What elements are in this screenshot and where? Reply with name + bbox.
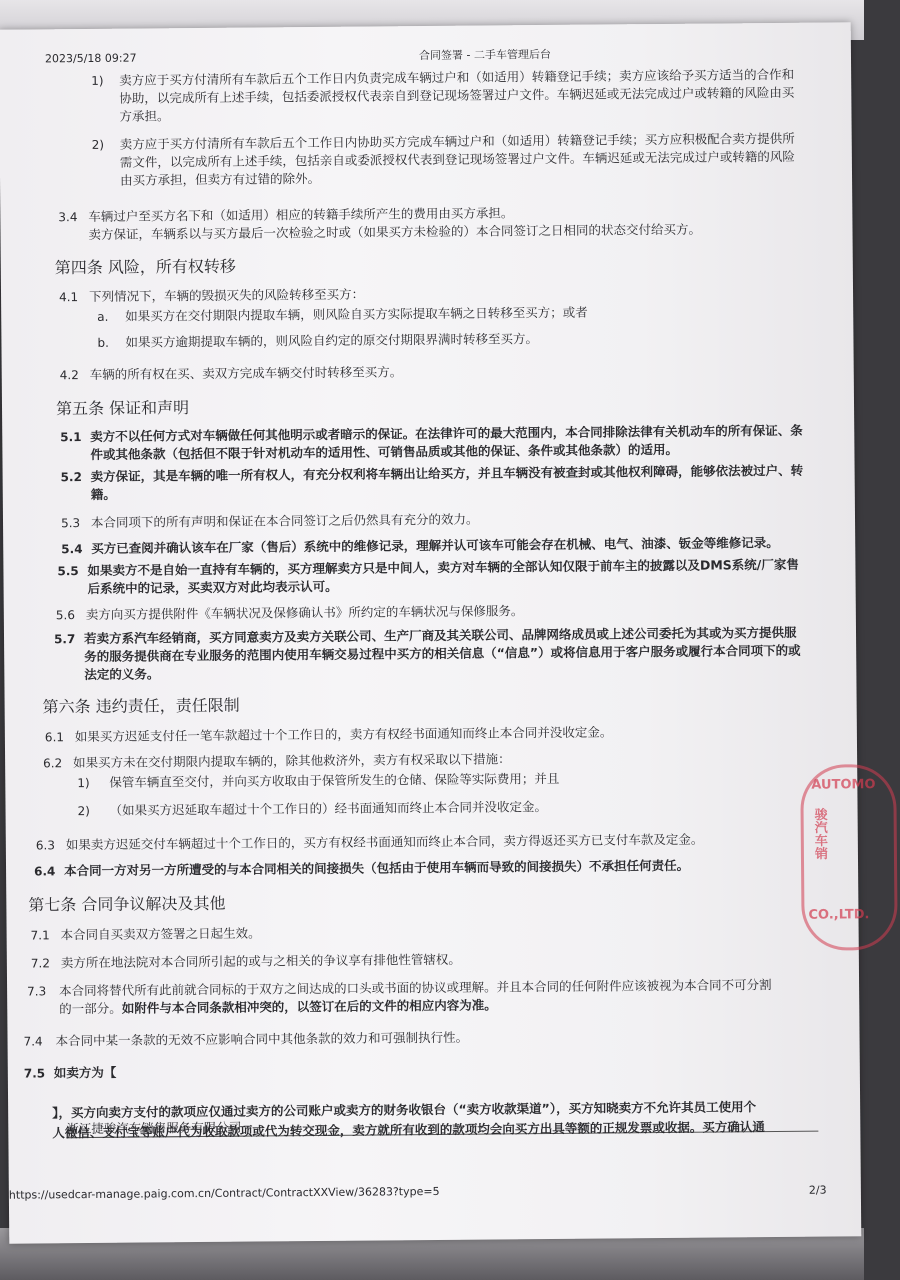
item-number: 1) <box>77 775 90 791</box>
item-number: 1) <box>91 73 104 88</box>
clause-text: 若卖方系汽车经销商，买方同意卖方及卖方关联公司、生产厂商及其关联公司、品牌网络成员或上述公司委托为其或为买方提供服 <box>83 624 797 647</box>
clause-text: 本合同自买卖双方签署之日起生效。 <box>60 925 261 943</box>
company-seal <box>800 764 898 951</box>
article-5-heading: 第五条 保证和声明 <box>55 398 190 419</box>
clause-text <box>59 997 497 1017</box>
clause-text: 如果卖方迟延交付车辆超过十个工作日的，买方有权经书面通知而终止本合同，卖方得返还买方已支付车款及定金。 <box>65 831 704 853</box>
clause-text: 如果买方迟延支付任一笔车款超过十个工作日的，卖方有权经书面通知而终止本合同并没收定金。 <box>74 724 613 745</box>
contract-page <box>0 22 876 1243</box>
clause-text: 卖方保证，车辆系以与买方最后一次检验之时或（如果买方未检验的）本合同签订之日相同的状态交付给买方。 <box>88 221 702 242</box>
clause-text: 买方已查阅并确认该车在厂家（售后）系统中的维修记录，理解并认可该车可能会存在机械、电气、油漆、钣金等维修记录。 <box>91 534 779 556</box>
clause-number: 5.5 <box>57 564 79 579</box>
clause-text-plain: 的一部分。 <box>59 1000 122 1017</box>
seal-text-bottom: CO.,LTD. <box>808 907 870 923</box>
clause-text: 件或其他条款（包括但不限于针对机动车的适用性、可销售品质或其他的保证、条件或其他条款）的适用。 <box>90 441 678 462</box>
print-title: 合同签署 - 二手车管理后台 <box>418 47 551 63</box>
clause-text: 人微信、支付宝等账户代为收取款项或代为转交现金，卖方就所有收到的款项均会向买方出具等额的正规发票或收据。买方确认通 <box>52 1119 765 1141</box>
clause-number: 7.5 <box>23 1066 46 1081</box>
print-datetime: 2023/5/18 09:27 <box>44 51 137 66</box>
clause-text: 需文件，以完成所有上述手续，包括亲自或委派授权代表到登记现场签署过户文件。车辆迟延或无法完成过户或转籍的风险 <box>119 148 795 170</box>
seal-text-right: 骏汽车销 <box>811 807 827 860</box>
article-6-heading: 第六条 违约责任，责任限制 <box>42 695 240 717</box>
article-4-heading: 第四条 风险，所有权转移 <box>54 256 236 278</box>
clause-text: 务的服务提供商在专业服务的范围内使用车辆交易过程中买方的相关信息（“信息”）或将信息用于客户服务或履行本合同项下的或 <box>84 642 801 665</box>
clause-label: 如卖方为【 <box>53 1064 117 1081</box>
clause-text: 籍。 <box>90 486 116 502</box>
clause-text: 卖方向买方提供附件《车辆状况及保修确认书》所约定的车辆状况与保修服务。 <box>85 603 524 623</box>
clause-number: 6.3 <box>35 838 55 853</box>
clause-number: 6.2 <box>43 756 63 771</box>
clause-number: 7.2 <box>30 956 51 971</box>
clause-number: 7.3 <box>27 984 47 999</box>
article-7-heading: 第七条 合同争议解决及其他 <box>28 893 226 915</box>
clause-text: 协助，以完成所有上述手续，包括委派授权代表亲自到登记现场签署过户文件。车辆迟延或无法完成过户或转籍的风险由买 <box>119 84 795 106</box>
clause-text: 如果买方未在交付期限内提取车辆的，除其他救济外，卖方有权采取以下措施： <box>73 751 511 771</box>
clause-text: 卖方应于买方付清所有车款后五个工作日内协助买方完成车辆过户和（如适用）转籍登记手续；买方应积极配合卖方提供所 <box>119 130 795 152</box>
clause-text: 如果买方在交付期限内提取车辆，则风险自买方实际提取车辆之日转移至买方；或者 <box>125 304 588 324</box>
clause-text: 卖方所在地法院对本合同所引起的或与之相关的争议享有排他性管辖权。 <box>60 951 461 971</box>
item-number: 2) <box>91 137 105 152</box>
clause-text: 车辆的所有权在买、卖双方完成车辆交付时转移至买方。 <box>89 364 403 382</box>
clause-text: 卖方保证，其是车辆的唯一所有权人，有充分权利将车辆出让给买方，并且车辆没有被查封或其他权利障碍，能够依法被过户、转 <box>90 462 804 484</box>
item-number: a. <box>97 309 109 324</box>
page-url: https://usedcar-manage.paig.com.cn/Contract/ContractXXView/36283?type=5 <box>8 1184 440 1202</box>
item-number: b. <box>97 335 109 350</box>
item-number: 2) <box>77 803 90 819</box>
clause-text: 法定的义务。 <box>84 666 160 683</box>
clause-number: 5.2 <box>60 470 82 485</box>
seal-text-top: AUTOMO <box>811 777 876 793</box>
clause-text: 卖方不以任何方式对车辆做任何其他明示或者暗示的保证。在法律许可的最大范围内，本合同排除法律有关机动车的所有保证、条 <box>90 422 803 444</box>
clause-number: 4.1 <box>58 290 79 305</box>
clause-number: 6.1 <box>44 730 65 745</box>
clause-number: 5.7 <box>53 632 76 647</box>
clause-text-bold: 如附件与本合同条款相冲突的，以签订在后的文件的相应内容为准。 <box>121 997 497 1016</box>
clause-text: 本合同一方对另一方所遭受的与本合同相关的间接损失（包括由于使用车辆而导致的间接损失）不承担任何责任。 <box>63 857 690 879</box>
clause-number: 3.4 <box>58 210 78 225</box>
clause-text: 后系统中的记录，买卖双方对此均表示认可。 <box>87 578 338 596</box>
clause-text: 方承担。 <box>119 108 170 124</box>
clause-text: 保管车辆直至交付，并向买方收取由于保管所发生的仓储、保险等实际费用；并且 <box>109 770 560 790</box>
clause-text: （如果买方迟延取车超过十个工作日的）经书面通知而终止本合同并没收定金。 <box>109 798 548 818</box>
clause-number: 6.4 <box>34 864 56 879</box>
clause-number: 5.1 <box>60 430 82 445</box>
page-number: 2/3 <box>808 1183 827 1197</box>
clause-number: 7.4 <box>23 1034 43 1049</box>
clause-text: 由买方承担，但卖方有过错的除外。 <box>119 170 321 188</box>
clause-text: 如果卖方不是自始一直持有车辆的，买方理解卖方只是中间人，卖方对车辆的全部认知仅限于前车主的披露以及DMS系统/厂家售 <box>87 556 799 578</box>
clause-number: 4.2 <box>59 368 79 383</box>
clause-number: 5.4 <box>61 542 83 557</box>
clause-number: 7.1 <box>30 928 50 943</box>
clause-number: 5.3 <box>60 516 81 531</box>
clause-text: 本合同中某一条款的无效不应影响合同中其他条款的效力和可强制执行性。 <box>55 1029 469 1049</box>
clause-text: 如果买方逾期提取车辆的，则风险自约定的原交付期限界满时转移至买方。 <box>125 331 539 350</box>
clause-text: 卖方应于买方付清所有车款后五个工作日内负责完成车辆过户和（如适用）转籍登记手续；卖方应该给予买方适当的合作和 <box>119 66 795 88</box>
clause-number: 5.6 <box>55 608 75 623</box>
clause-text: 本合同将替代所有此前就合同标的于双方之间达成的口头或书面的协议或理解。并且本合同的任何附件应该被视为本合同不可分割 <box>59 977 772 999</box>
clause-text: 车辆过户至买方名下和（如适用）相应的转籍手续所产生的费用由买方承担。 <box>88 205 514 224</box>
clause-text: 本合同项下的所有声明和保证在本合同签订之后仍然具有充分的效力。 <box>90 511 479 530</box>
clause-text: 】，买方向卖方支付的款项应仅通过卖方的公司账户或卖方的财务收银台（“卖方收款渠道”），买方知晓卖方不允许其员工使用个 <box>52 1099 757 1121</box>
clause-text: 下列情况下，车辆的毁损灭失的风险转移至买方： <box>88 286 365 304</box>
